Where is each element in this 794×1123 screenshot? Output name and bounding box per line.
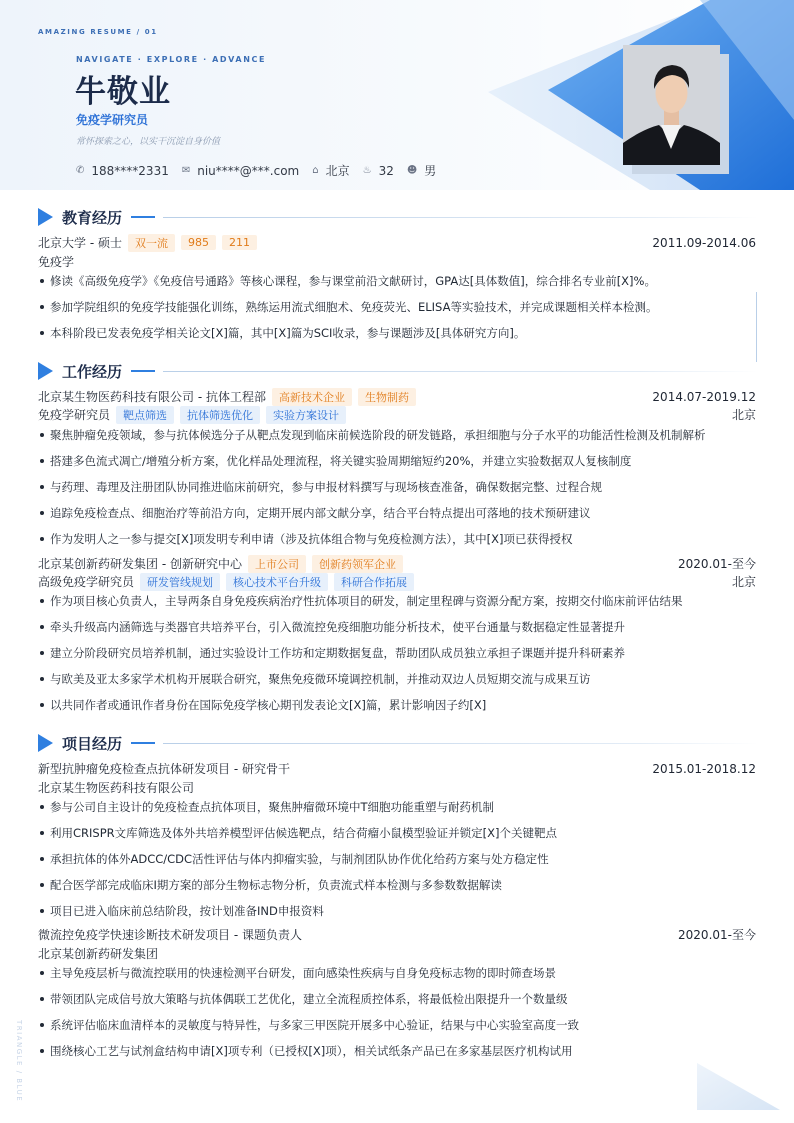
contact-gender-text: 男 <box>424 164 437 178</box>
contact-bar <box>76 162 449 179</box>
side-watermark-label: TRIANGLE / BLUE <box>15 1020 23 1103</box>
education-major: 免疫学 <box>38 255 75 269</box>
candidate-motto: 常怀探索之心，以实干沉淀自身价值 <box>76 137 221 147</box>
job-header-row <box>38 388 756 405</box>
bullet-text: 参与公司自主设计的免疫检查点抗体项目，聚焦肿瘤微环境中T细胞功能重塑与耐药机制 <box>50 800 495 814</box>
bullet-text: 追踪免疫检查点、细胞治疗等前沿方向，定期开展内部文献分享，结合平台特点提出可落地的技术预研建议 <box>50 506 591 520</box>
list-item <box>38 1017 758 1034</box>
school-tag: 211 <box>222 235 257 250</box>
job-city: 北京 <box>731 575 756 589</box>
section-header-work <box>38 361 758 381</box>
contact-age <box>363 164 394 178</box>
section-triangle-icon <box>38 734 53 752</box>
list-item <box>38 877 758 894</box>
contact-phone <box>76 164 169 178</box>
mail-icon: ✉ <box>181 165 191 176</box>
list-item <box>38 991 758 1008</box>
bullet-text: 建立分阶段研究员培养机制，通过实验设计工作坊和定期数据复盘，帮助团队成员独立承担子课题并提升科研素养 <box>50 646 625 660</box>
list-item <box>38 825 758 842</box>
cake-icon: ♨ <box>362 165 372 176</box>
education-header-row <box>38 234 756 251</box>
job-city: 北京 <box>731 408 756 422</box>
section-line <box>163 743 758 744</box>
bullet-text: 修读《高级免疫学》《免疫信号通路》等核心课程，参与课堂前沿文献研讨，GPA达[具体数值]，综合排名专业前[X]%。 <box>50 274 656 288</box>
company-name: 北京某创新药研发集团 - 创新研究中心 <box>38 557 242 571</box>
section-title: 工作经历 <box>62 362 123 381</box>
list-item <box>38 1043 758 1060</box>
list-item <box>38 325 758 342</box>
school-tag: 双一流 <box>128 234 175 252</box>
candidate-role: 免疫学研究员 <box>76 113 149 127</box>
skill-tag: 靶点筛选 <box>116 406 174 424</box>
bullet-text: 聚焦肿瘤免疫领域，参与抗体候选分子从靶点发现到临床前候选阶段的研发链路，承担细胞与分子水平的功能活性检测及机制解析 <box>50 428 706 442</box>
project-period: 2020.01-至今 <box>678 928 756 942</box>
list-item <box>38 903 758 920</box>
job-header-row <box>38 555 756 572</box>
project-org: 北京某创新药研发集团 <box>38 947 159 961</box>
list-item <box>38 645 758 662</box>
list-item <box>38 273 758 290</box>
company-tag: 创新药领军企业 <box>312 555 403 573</box>
resume-top-label: AMAZING RESUME / 01 <box>38 28 158 36</box>
bullet-text: 承担抗体的体外ADCC/CDC活性评估与体内抑瘤实验，与制剂团队协作优化给药方案与处方稳定性 <box>50 852 549 866</box>
project-header-row <box>38 926 756 943</box>
contact-gender <box>407 162 436 179</box>
bullet-text: 围绕核心工艺与试剂盒结构申请[X]项专利（已授权[X]项），相关试纸条产品已在多家基层医疗机构试用 <box>50 1044 573 1058</box>
skill-tag: 研发管线规划 <box>140 573 220 591</box>
contact-city-text: 北京 <box>325 164 350 178</box>
gender-icon: ☻ <box>406 165 418 176</box>
section-header-projects <box>38 733 758 753</box>
contact-email-text: niu****@***.com <box>197 163 300 178</box>
job-position: 高级免疫学研究员 <box>38 575 135 589</box>
list-item <box>38 299 758 316</box>
list-item <box>38 427 758 444</box>
job-period: 2014.07-2019.12 <box>652 389 756 404</box>
contact-email <box>182 164 299 178</box>
list-item <box>38 531 758 548</box>
bullet-text: 带领团队完成信号放大策略与抗体偶联工艺优化，建立全流程质控体系，将最低检出限提升一个数量级 <box>50 992 568 1006</box>
section-line <box>163 371 758 372</box>
skill-tag: 抗体筛选优化 <box>180 406 260 424</box>
bullet-text: 搭建多色流式凋亡/增殖分析方案，优化样品处理流程，将关键实验周期缩短约20%，并建立实验数据双人复核制度 <box>50 454 632 468</box>
company-tag: 生物制药 <box>358 388 416 406</box>
skill-tag: 科研合作拓展 <box>334 573 414 591</box>
candidate-name: 牛敬业 <box>75 74 171 110</box>
company-tag: 上市公司 <box>248 555 306 573</box>
school-name: 北京大学 - 硕士 <box>38 236 122 250</box>
section-title: 教育经历 <box>62 208 123 227</box>
bullet-text: 与药理、毒理及注册团队协同推进临床前研究，参与申报材料撰写与现场核查准备，确保数据完整、过程合规 <box>50 480 602 494</box>
contact-phone-text: 188****2331 <box>91 163 169 178</box>
company-tag: 高新技术企业 <box>272 388 352 406</box>
section-line <box>163 217 758 218</box>
bullet-text: 配合医学部完成临床I期方案的部分生物标志物分析，负责流式样本检测与多参数数据解读 <box>50 878 502 892</box>
list-item <box>38 453 758 470</box>
education-period: 2011.09-2014.06 <box>652 235 756 250</box>
job-period: 2020.01-至今 <box>678 557 756 571</box>
bullet-text: 利用CRISPR文库筛选及体外共培养模型评估候选靶点，结合荷瘤小鼠模型验证并锁定[X]个关键靶点 <box>50 826 557 840</box>
bullet-text: 作为发明人之一参与提交[X]项发明专利申请（涉及抗体组合物与免疫检测方法），其中[X]项已获得授权 <box>50 532 573 546</box>
school-tag: 985 <box>181 235 216 250</box>
bullet-text: 系统评估临床血清样本的灵敏度与特异性，与多家三甲医院开展多中心验证，结果与中心实验室高度一致 <box>50 1018 579 1032</box>
section-triangle-icon <box>38 208 53 226</box>
home-icon: ⌂ <box>312 165 319 176</box>
bullet-text: 项目已进入临床前总结阶段，按计划准备IND申报资料 <box>50 904 324 918</box>
job-position-row <box>38 406 756 423</box>
list-item <box>38 593 758 610</box>
list-item <box>38 965 758 982</box>
bullet-text: 主导免疫层析与微流控联用的快速检测平台研发，面向感染性疾病与自身免疫标志物的即时筛查场景 <box>50 966 556 980</box>
project-period: 2015.01-2018.12 <box>652 761 756 776</box>
bullet-text: 参加学院组织的免疫学技能强化训练，熟练运用流式细胞术、免疫荧光、ELISA等实验技术，并完成课题相关样本检测。 <box>50 300 658 314</box>
bullet-text: 本科阶段已发表免疫学相关论文[X]篇，其中[X]篇为SCI收录，参与课题涉及[具体研究方向]。 <box>50 326 526 340</box>
bullet-text: 以共同作者或通讯作者身份在国际免疫学核心期刊发表论文[X]篇，累计影响因子约[X] <box>50 698 487 712</box>
project-org: 北京某生物医药科技有限公司 <box>38 781 195 795</box>
list-item <box>38 619 758 636</box>
section-dash <box>131 742 155 744</box>
section-triangle-icon <box>38 362 53 380</box>
section-header-education <box>38 207 758 227</box>
skill-tag: 核心技术平台升级 <box>226 573 328 591</box>
section-dash <box>131 370 155 372</box>
list-item <box>38 505 758 522</box>
section-dash <box>131 216 155 218</box>
bullet-text: 作为项目核心负责人，主导两条自身免疫疾病治疗性抗体项目的研发，制定里程碑与资源分配方案，按期交付临床前评估结果 <box>50 594 683 608</box>
section-title: 项目经历 <box>62 734 123 753</box>
avatar <box>623 45 720 165</box>
company-name: 北京某生物医药科技有限公司 - 抗体工程部 <box>38 390 266 404</box>
bullet-text: 与欧美及亚太多家学术机构开展联合研究，聚焦免疫微环境调控机制，并推动双边人员短期交流与成果互访 <box>50 672 591 686</box>
project-name: 新型抗肿瘤免疫检查点抗体研发项目 - 研究骨干 <box>38 762 290 776</box>
list-item <box>38 697 758 714</box>
list-item <box>38 479 758 496</box>
resume-sub-label: NAVIGATE · EXPLORE · ADVANCE <box>76 55 267 64</box>
list-item <box>38 799 758 816</box>
job-position: 免疫学研究员 <box>38 408 111 422</box>
project-header-row <box>38 760 756 777</box>
contact-city <box>312 162 349 179</box>
contact-age-text: 32 <box>378 163 394 178</box>
phone-icon: ✆ <box>76 165 85 176</box>
bullet-text: 牵头升级高内涵筛选与类器官共培养平台，引入微流控免疫细胞功能分析技术，使平台通量与数据稳定性显著提升 <box>50 620 625 634</box>
skill-tag: 实验方案设计 <box>266 406 346 424</box>
job-position-row <box>38 573 756 590</box>
list-item <box>38 671 758 688</box>
list-item <box>38 851 758 868</box>
project-name: 微流控免疫学快速诊断技术研发项目 - 课题负责人 <box>38 928 302 942</box>
